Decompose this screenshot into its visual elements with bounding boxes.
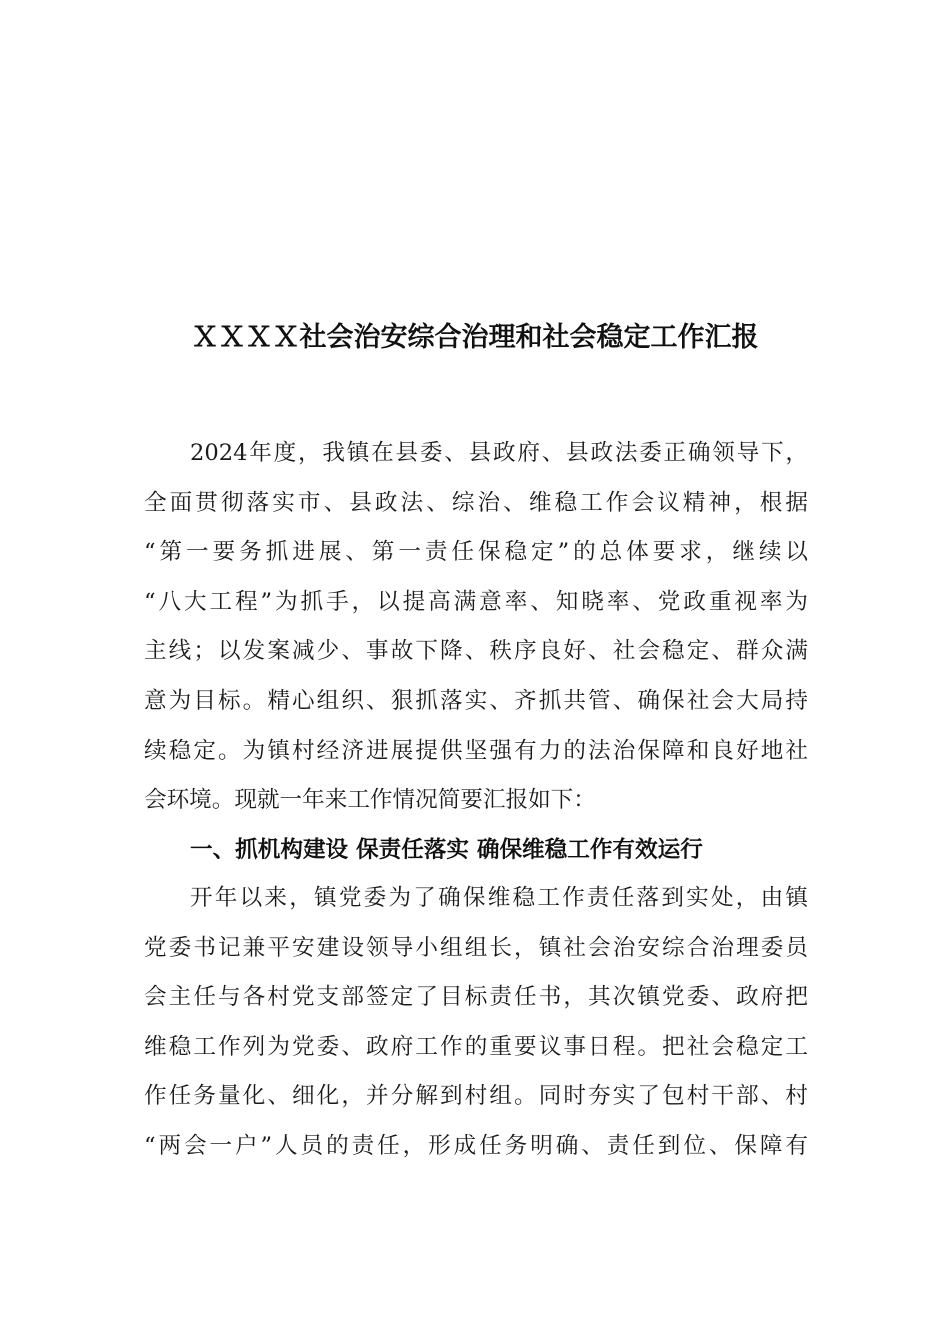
paragraph-line: “两会一户”人员的责任，形成任务明确、责任到位、保障有 — [144, 1132, 808, 1159]
paragraph-line: 党委书记兼平安建设领导小组组长，镇社会治安综合治理委员 — [144, 934, 808, 961]
paragraph-line: 会主任与各村党支部签定了目标责任书，其次镇党委、政府把 — [144, 984, 808, 1011]
paragraph-line: 主线；以发案减少、事故下降、秩序良好、社会稳定、群众满 — [144, 638, 808, 665]
paragraph-line: 开年以来，镇党委为了确保维稳工作责任落到实处，由镇 — [190, 885, 808, 911]
section-heading: 一、抓机构建设 保责任落实 确保维稳工作有效运行 — [190, 837, 703, 863]
paragraph-intro — [144, 429, 808, 826]
paragraph-line: 2024年度，我镇在县委、县政府、县政法委正确领导下， — [190, 440, 808, 466]
paragraph-line: 会环境。现就一年来工作情况简要汇报如下： — [144, 787, 596, 814]
paragraph-line: 作任务量化、细化，并分解到村组。同时夯实了包村干部、村 — [144, 1083, 808, 1110]
paragraph-line: “八大工程”为抓手，以提高满意率、知晓率、党政重视率为 — [144, 588, 808, 615]
paragraph-line: “第一要务抓进展、第一责任保稳定”的总体要求，继续以 — [144, 539, 808, 566]
paragraph-section-1 — [144, 874, 808, 1172]
document-title: ＸＸＸＸ社会治安综合治理和社会稳定工作汇报 — [191, 322, 759, 353]
paragraph-line: 维稳工作列为党委、政府工作的重要议事日程。把社会稳定工 — [144, 1033, 808, 1060]
paragraph-line: 续稳定。为镇村经济进展提供坚强有力的法治保障和良好地社 — [144, 737, 808, 764]
paragraph-line: 意为目标。精心组织、狠抓落实、齐抓共管、确保社会大局持 — [144, 687, 808, 714]
paragraph-line: 全面贯彻落实市、县政法、综治、维稳工作会议精神，根据 — [144, 489, 808, 516]
